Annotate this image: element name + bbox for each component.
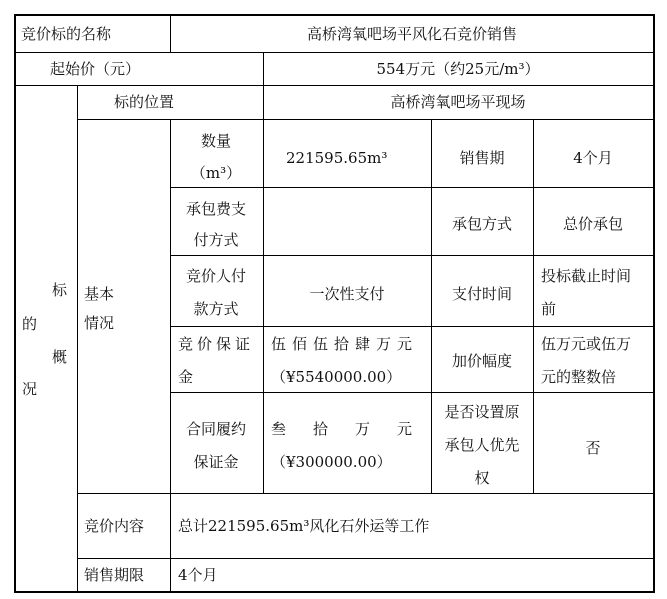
quantity-label-1: 数量	[200, 132, 232, 150]
priority-label-1: 是否设置原	[444, 403, 520, 421]
row-line	[170, 187, 654, 188]
contract-mode-label: 承包方式	[451, 215, 513, 233]
table-border-right	[653, 14, 655, 593]
priority-value: 否	[585, 439, 601, 457]
perf-deposit-value-1: 叁拾万元	[271, 420, 440, 438]
col-line	[263, 119, 264, 494]
quantity-label-2: （m³）	[190, 164, 242, 182]
start-price-value: 554万元（约25元/m³）	[376, 60, 540, 78]
col-line	[170, 14, 171, 53]
summary-label-4: 况	[22, 380, 38, 398]
row-line	[14, 52, 654, 53]
col-line	[263, 52, 264, 120]
payment-time-label: 支付时间	[451, 285, 513, 303]
sales-period-value: 4个月	[573, 149, 613, 167]
row-line	[170, 392, 654, 393]
col-line	[77, 85, 78, 593]
row-line	[170, 326, 654, 327]
bidder-payment-label-2: 款方式	[193, 300, 239, 318]
bid-deposit-value-1: 伍佰伍拾肆万元	[271, 335, 419, 353]
table-border-left	[14, 14, 16, 593]
basic-info-label-1: 基本	[84, 285, 115, 303]
payment-time-value-1: 投标截止时间	[541, 267, 632, 285]
sales-limit-value: 4个月	[178, 566, 218, 584]
bid-content-label: 竞价内容	[84, 517, 145, 535]
bid-deposit-label-1	[178, 334, 256, 354]
perf-deposit-label-2: 保证金	[193, 453, 239, 471]
quantity-value: 221595.65m³	[286, 149, 388, 167]
payment-time-value-2: 前	[541, 300, 557, 318]
increment-label: 加价幅度	[451, 352, 513, 370]
start-price-label: 起始价（元）	[50, 60, 141, 78]
perf-deposit-label-1: 合同履约	[185, 420, 247, 438]
summary-label-3: 概	[52, 348, 68, 366]
bid-deposit-label-2: 金	[178, 368, 194, 386]
bidder-payment-label-1: 竞价人付	[185, 267, 247, 285]
location-value: 高桥湾氧吧场平现场	[390, 93, 526, 111]
table-border-top	[14, 14, 654, 16]
row-line	[14, 85, 654, 86]
row-line	[170, 255, 654, 256]
name-label: 竞价标的名称	[21, 25, 112, 43]
row-line	[77, 119, 654, 120]
priority-label-2: 承包人优先	[444, 436, 520, 454]
contract-mode-value: 总价承包	[562, 215, 624, 233]
basic-info-label-2: 情况	[84, 314, 115, 332]
summary-label-2: 的	[22, 315, 38, 333]
contract-fee-label-2: 付方式	[193, 231, 239, 249]
col-line	[170, 119, 171, 593]
priority-label-3: 权	[474, 469, 490, 487]
table-border-bottom	[14, 591, 654, 593]
increment-value-1: 伍万元或伍万	[541, 335, 632, 353]
increment-value-2: 元的整数倍	[541, 368, 617, 386]
row-line	[77, 493, 654, 494]
summary-label-1: 标	[52, 281, 68, 299]
sales-period-label: 销售期	[459, 149, 505, 167]
bid-content-value: 总计221595.65m³风化石外运等工作	[178, 517, 430, 535]
sales-limit-label: 销售期限	[84, 566, 145, 584]
bid-deposit-value-2: （¥5540000.00）	[271, 368, 402, 386]
perf-deposit-value-2: （¥300000.00）	[271, 453, 392, 471]
location-label: 标的位置	[113, 93, 175, 111]
bidder-payment-value: 一次性支付	[309, 285, 385, 303]
bid-deposit-label-text: 竞价保证	[178, 335, 255, 353]
contract-fee-label-1: 承包费支	[185, 200, 247, 218]
name-value: 高桥湾氧吧场平风化石竞价销售	[306, 25, 518, 43]
col-line	[533, 119, 534, 494]
row-line	[77, 558, 654, 559]
